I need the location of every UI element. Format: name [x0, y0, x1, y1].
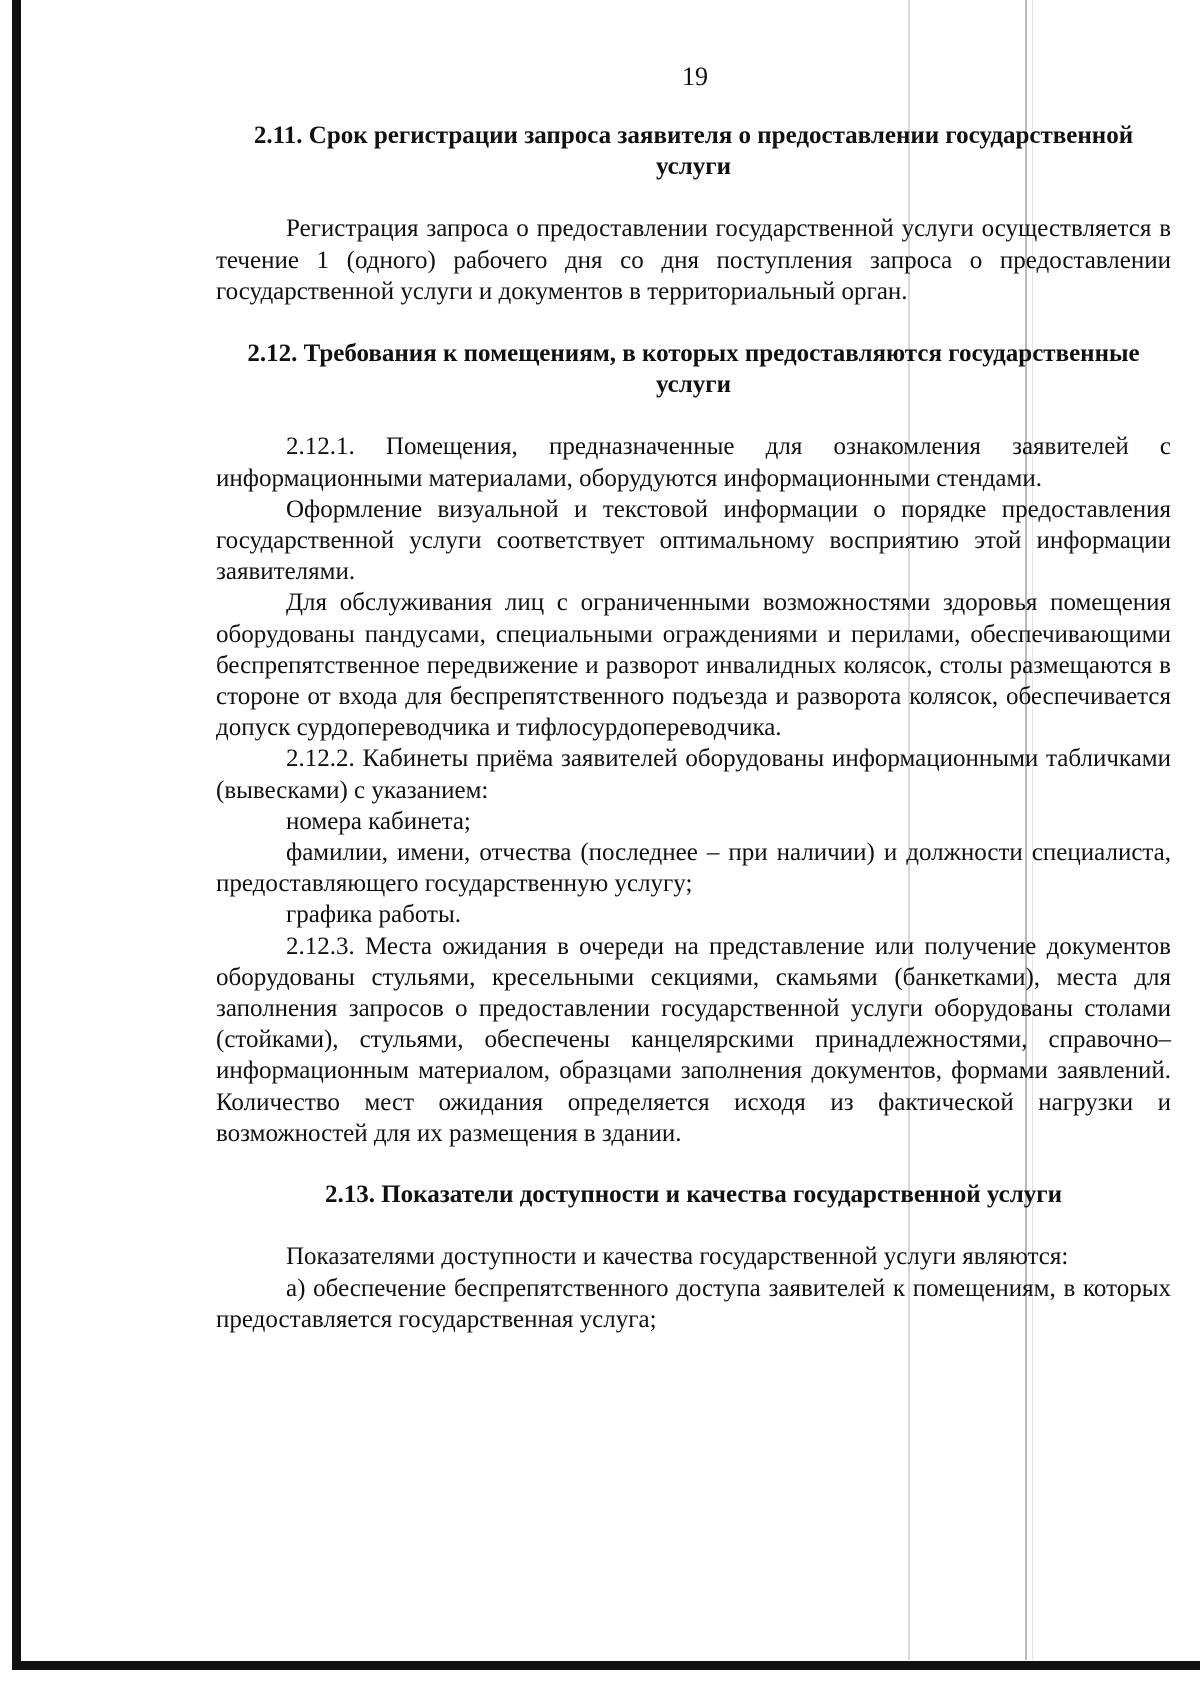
paragraph: Оформление визуальной и текстовой информации о порядке предоставления государственной услуги соответствует оптимальному восприятию этой информации заявителями. — [216, 495, 1171, 586]
paragraph: 2.12.2. Кабинеты приёма заявителей оборудованы информационными табличками (вывесками) с указанием: — [216, 745, 1171, 804]
section-heading-2-11: 2.11. Срок регистрации запроса заявителя о предоставлении государственной услуги — [253, 122, 1134, 181]
paragraph: а) обеспечение беспрепятственного доступа заявителей к помещениям, в которых предоставляется государственная услуга; — [216, 1274, 1171, 1333]
paragraph: Регистрация запроса о предоставлении государственной услуги осуществляется в течение 1 (одного) рабочего дня со дня поступления запроса о предоставлении государственной услуги и документов в территориальный орган. — [216, 215, 1171, 305]
section-heading-2-12: 2.12. Требования к помещениям, в которых предоставляются государственные услуги — [247, 340, 1140, 399]
scan-border-left — [12, 0, 21, 1670]
page-number: 19 — [682, 62, 708, 91]
document-body — [216, 120, 1171, 1335]
paragraph: 2.12.3. Места ожидания в очереди на представление или получение документов оборудованы стульями, кресельными секциями, скамьями (банкетками), места для заполнения запросов о предоставлении государственной услуги оборудованы столами (стойками), стульями, обеспечены канцелярскими принадлежностями, справочно–информационным материалом, образцами заполнения документов, формами заявлений. Количество мест ожидания определяется исходя из фактической нагрузки и возможностей для их размещения в здании. — [216, 932, 1171, 1147]
paragraph: Показателями доступности и качества государственной услуги являются: — [286, 1243, 1069, 1271]
paragraph: номера кабинета; — [286, 807, 471, 835]
paragraph: Для обслуживания лиц с ограниченными возможностями здоровья помещения оборудованы пандусами, специальными ограждениями и перилами, обеспечивающими беспрепятственное передвижение и разворот инвалидных колясок, столы размещаются в стороне от входа для беспрепятственного подъезда и разворота колясок, обеспечивается допуск сурдопереводчика и тифлосурдопереводчика. — [216, 589, 1171, 742]
paragraph: 2.12.1. Помещения, предназначенные для ознакомления заявителей с информационными материалами, оборудуются информационными стендами. — [216, 433, 1171, 492]
scan-border-bottom — [12, 1661, 1200, 1670]
paragraph: графика работы. — [286, 901, 461, 929]
paragraph: фамилии, имени, отчества (последнее – при наличии) и должности специалиста, предоставляющего государственную услугу; — [216, 839, 1171, 898]
section-heading-2-13: 2.13. Показатели доступности и качества государственной услуги — [324, 1181, 1063, 1209]
